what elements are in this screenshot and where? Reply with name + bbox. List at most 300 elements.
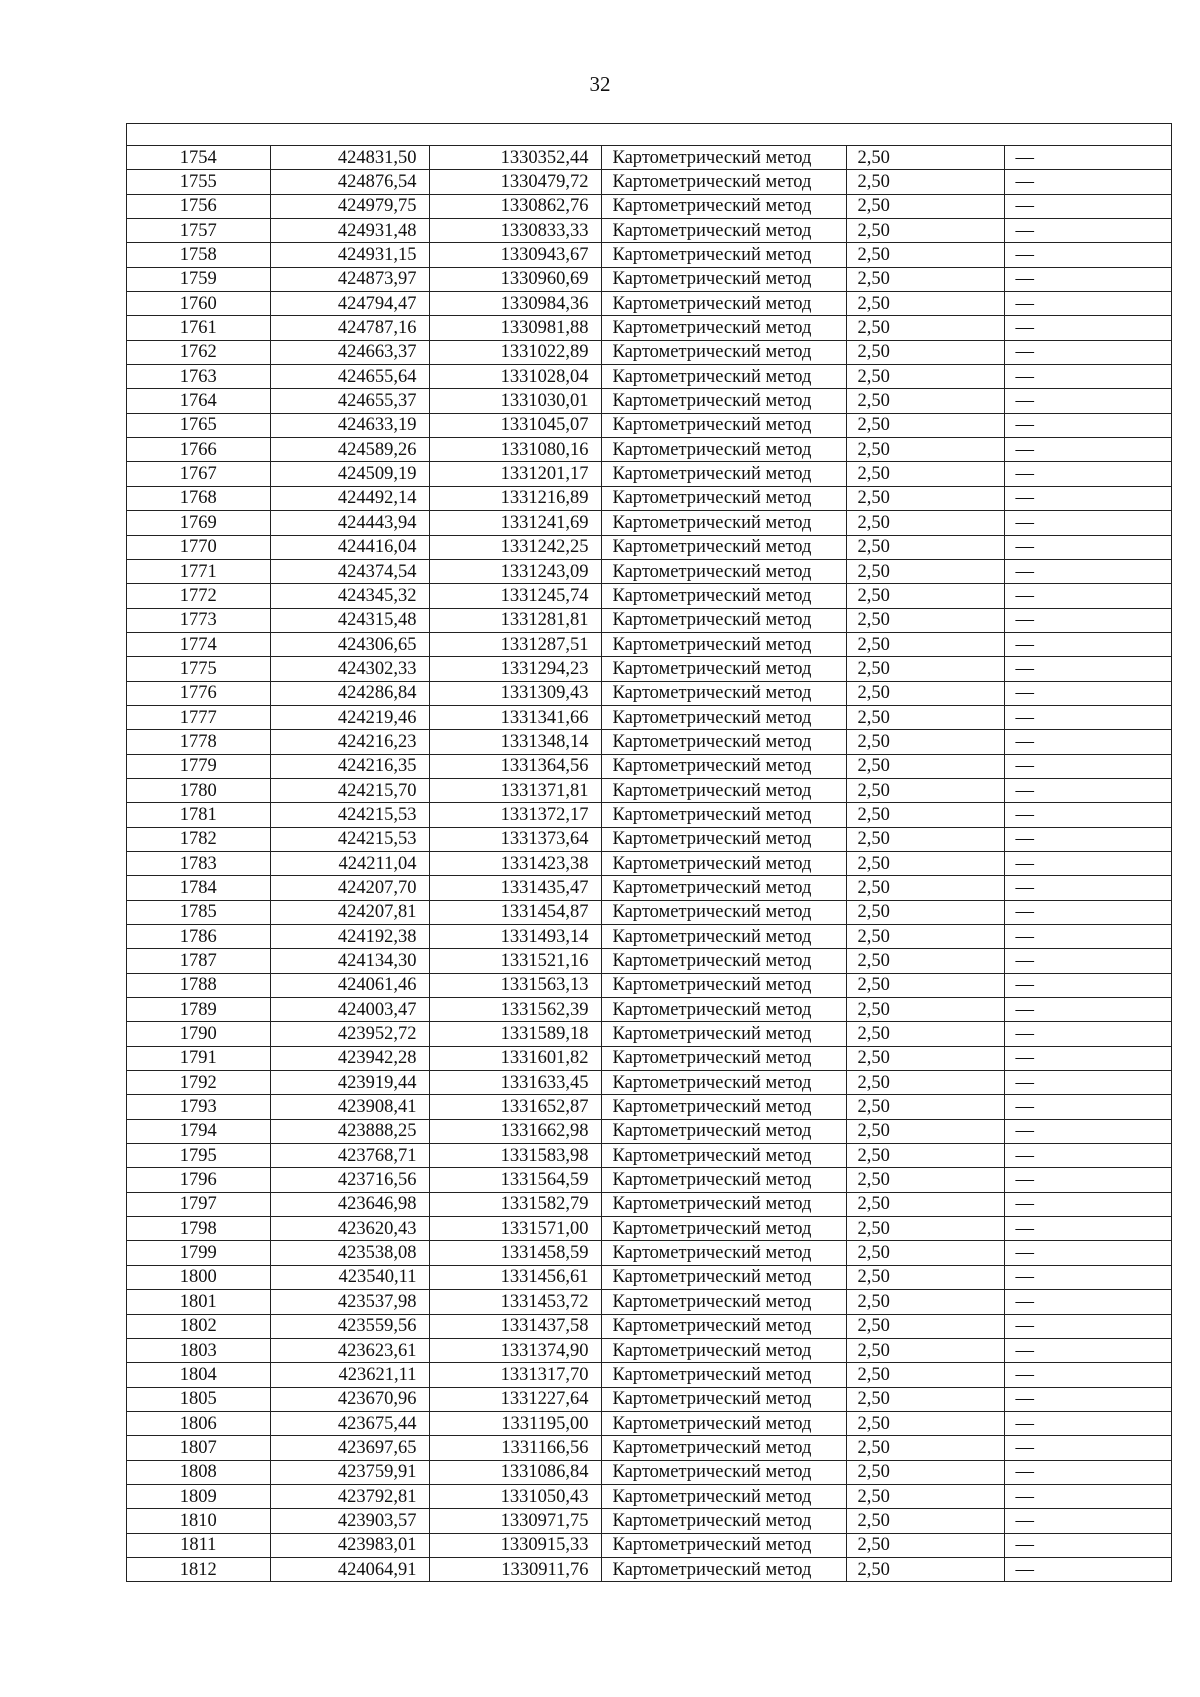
- y-coordinate-cell: 1331582,79: [429, 1192, 601, 1216]
- x-coordinate-cell: 424207,70: [270, 876, 429, 900]
- note-cell: —: [1004, 243, 1171, 267]
- x-coordinate-cell: 424003,47: [270, 998, 429, 1022]
- method-cell: Картометрический метод: [601, 608, 846, 632]
- table-row: [127, 876, 1171, 900]
- note-cell: —: [1004, 851, 1171, 875]
- x-coordinate-cell: 423716,56: [270, 1168, 429, 1192]
- y-coordinate-cell: 1331287,51: [429, 632, 601, 656]
- point-number-cell: 1759: [127, 267, 270, 291]
- accuracy-cell: 2,50: [846, 657, 1004, 681]
- y-coordinate-cell: 1330960,69: [429, 267, 601, 291]
- y-coordinate-cell: 1331309,43: [429, 681, 601, 705]
- point-number-cell: 1777: [127, 705, 270, 729]
- table-row: [127, 1119, 1171, 1143]
- point-number-cell: 1768: [127, 486, 270, 510]
- table-row: [127, 1338, 1171, 1362]
- x-coordinate-cell: 423888,25: [270, 1119, 429, 1143]
- y-coordinate-cell: 1331080,16: [429, 438, 601, 462]
- point-number-cell: 1786: [127, 925, 270, 949]
- x-coordinate-cell: 423540,11: [270, 1265, 429, 1289]
- y-coordinate-cell: 1331589,18: [429, 1022, 601, 1046]
- note-cell: —: [1015, 1559, 1034, 1580]
- x-coordinate-cell: 424873,97: [270, 267, 429, 291]
- table-row: [127, 1533, 1171, 1557]
- table-row: [127, 949, 1171, 973]
- method-cell: Картометрический метод: [601, 1338, 846, 1362]
- x-coordinate-cell: 423537,98: [270, 1290, 429, 1314]
- table-row: [127, 608, 1171, 632]
- y-coordinate-cell: 1331372,17: [429, 803, 601, 827]
- note-cell: —: [1004, 949, 1171, 973]
- note-cell: —: [1004, 754, 1171, 778]
- point-number-cell: 1811: [127, 1533, 270, 1557]
- y-coordinate-cell: 1331227,64: [429, 1387, 601, 1411]
- method-cell: Картометрический метод: [601, 1241, 846, 1265]
- table-row: [127, 1290, 1171, 1314]
- point-number-cell: 1764: [127, 389, 270, 413]
- x-coordinate-cell: 424211,04: [270, 851, 429, 875]
- method-cell: Картометрический метод: [601, 1290, 846, 1314]
- x-coordinate-cell: 424061,46: [270, 973, 429, 997]
- y-coordinate-cell: 1331563,13: [429, 973, 601, 997]
- accuracy-cell: 2,50: [846, 632, 1004, 656]
- method-cell: Картометрический метод: [601, 632, 846, 656]
- accuracy-cell: 2,50: [846, 438, 1004, 462]
- y-coordinate-cell: 1330911,76: [429, 1557, 601, 1581]
- accuracy-cell: 2,50: [846, 608, 1004, 632]
- point-number-cell: 1761: [127, 316, 270, 340]
- accuracy-cell: 2,50: [846, 1436, 1004, 1460]
- table-row: [127, 1509, 1171, 1533]
- y-coordinate-cell: 1331030,01: [429, 389, 601, 413]
- table-row: [127, 511, 1171, 535]
- x-coordinate-cell: 423759,91: [270, 1460, 429, 1484]
- table-row: [127, 170, 1171, 194]
- x-coordinate-cell: 424345,32: [270, 584, 429, 608]
- accuracy-cell: 2,50: [846, 292, 1004, 316]
- table-row: [127, 1484, 1171, 1508]
- accuracy-cell: 2,50: [846, 1460, 1004, 1484]
- y-coordinate-cell: 1331456,61: [429, 1265, 601, 1289]
- table-row: [127, 778, 1171, 802]
- accuracy-cell: 2,50: [846, 1484, 1004, 1508]
- note-cell: —: [1004, 1241, 1171, 1265]
- accuracy-cell: 2,50: [846, 219, 1004, 243]
- note-cell: —: [1004, 1144, 1171, 1168]
- table-row: [127, 535, 1171, 559]
- accuracy-cell: 2,50: [846, 1046, 1004, 1070]
- x-coordinate-cell: 424306,65: [270, 632, 429, 656]
- method-cell: Картометрический метод: [601, 1411, 846, 1435]
- table-row: [127, 1314, 1171, 1338]
- y-coordinate-cell: 1330971,75: [429, 1509, 601, 1533]
- point-number-cell: 1792: [127, 1071, 270, 1095]
- point-number-cell: 1783: [127, 851, 270, 875]
- note-cell: —: [1004, 1192, 1171, 1216]
- note-cell: —: [1004, 1314, 1171, 1338]
- method-cell: Картометрический метод: [601, 486, 846, 510]
- table-row: [127, 803, 1171, 827]
- note-cell: —: [1004, 827, 1171, 851]
- method-cell: Картометрический метод: [601, 925, 846, 949]
- x-coordinate-cell: 424215,70: [270, 778, 429, 802]
- point-number-cell: 1787: [127, 949, 270, 973]
- accuracy-cell: 2,50: [846, 170, 1004, 194]
- table-row: [127, 243, 1171, 267]
- point-number-cell: 1758: [127, 243, 270, 267]
- accuracy-cell: 2,50: [846, 1509, 1004, 1533]
- accuracy-cell: 2,50: [846, 584, 1004, 608]
- accuracy-cell: 2,50: [846, 925, 1004, 949]
- table-row: [127, 584, 1171, 608]
- table-row: [127, 194, 1171, 218]
- point-number-cell: 1791: [127, 1046, 270, 1070]
- x-coordinate-cell: 424443,94: [270, 511, 429, 535]
- table-row: [127, 1022, 1171, 1046]
- accuracy-cell: 2,50: [846, 1192, 1004, 1216]
- x-coordinate-cell: 423675,44: [270, 1411, 429, 1435]
- accuracy-cell: 2,50: [846, 1265, 1004, 1289]
- x-coordinate-cell: 424931,15: [270, 243, 429, 267]
- accuracy-cell: 2,50: [846, 730, 1004, 754]
- table-row: [127, 827, 1171, 851]
- note-cell: —: [1004, 389, 1171, 413]
- table-header-strip: [127, 124, 1171, 146]
- table-row: [127, 925, 1171, 949]
- x-coordinate-cell: 423697,65: [270, 1436, 429, 1460]
- note-cell: —: [1004, 1363, 1171, 1387]
- coordinates-table: [126, 123, 1172, 1582]
- x-coordinate-cell: 424134,30: [270, 949, 429, 973]
- note-cell: —: [1004, 705, 1171, 729]
- method-cell: Картометрический метод: [601, 1144, 846, 1168]
- table-row: [127, 1168, 1171, 1192]
- method-cell: Картометрический метод: [601, 1071, 846, 1095]
- y-coordinate-cell: 1331601,82: [429, 1046, 601, 1070]
- method-cell: Картометрический метод: [601, 900, 846, 924]
- table-row: [127, 705, 1171, 729]
- note-cell: —: [1004, 1046, 1171, 1070]
- x-coordinate-cell: 424663,37: [270, 340, 429, 364]
- table-row: [127, 1363, 1171, 1387]
- point-number-cell: 1770: [127, 535, 270, 559]
- method-cell: Картометрический метод: [601, 194, 846, 218]
- accuracy-cell: 2,50: [846, 778, 1004, 802]
- x-coordinate-cell: 424876,54: [270, 170, 429, 194]
- note-cell: —: [1004, 486, 1171, 510]
- point-number-cell: 1805: [127, 1387, 270, 1411]
- accuracy-cell: 2,50: [846, 1533, 1004, 1557]
- note-cell: —: [1004, 657, 1171, 681]
- x-coordinate-cell: 424831,50: [270, 146, 429, 170]
- method-cell: Картометрический метод: [601, 827, 846, 851]
- note-cell: —: [1004, 998, 1171, 1022]
- x-coordinate-cell: 424589,26: [270, 438, 429, 462]
- y-coordinate-cell: 1331633,45: [429, 1071, 601, 1095]
- note-cell: —: [1004, 876, 1171, 900]
- table-row: [127, 559, 1171, 583]
- note-cell: —: [1004, 146, 1171, 170]
- y-coordinate-cell: 1331201,17: [429, 462, 601, 486]
- x-coordinate-cell: 424787,16: [270, 316, 429, 340]
- method-cell: Картометрический метод: [601, 973, 846, 997]
- table-row: [127, 1436, 1171, 1460]
- table-row: [127, 1411, 1171, 1435]
- method-cell: Картометрический метод: [601, 1265, 846, 1289]
- point-number-cell: 1793: [127, 1095, 270, 1119]
- y-coordinate-cell: 1331458,59: [429, 1241, 601, 1265]
- method-cell: Картометрический метод: [601, 1533, 846, 1557]
- note-cell: —: [1004, 1436, 1171, 1460]
- point-number-cell: 1812: [127, 1557, 270, 1581]
- accuracy-cell: 2,50: [846, 511, 1004, 535]
- note-cell: —: [1004, 170, 1171, 194]
- y-coordinate-cell: 1331521,16: [429, 949, 601, 973]
- y-coordinate-cell: 1331195,00: [429, 1411, 601, 1435]
- table-row: [127, 462, 1171, 486]
- table-row: [127, 1241, 1171, 1265]
- method-cell: Картометрический метод: [601, 1387, 846, 1411]
- point-number-cell: 1780: [127, 778, 270, 802]
- accuracy-cell: 2,50: [846, 1022, 1004, 1046]
- note-cell: —: [1004, 1460, 1171, 1484]
- method-cell: Картометрический метод: [601, 462, 846, 486]
- accuracy-cell: 2,50: [846, 267, 1004, 291]
- y-coordinate-cell: 1331022,89: [429, 340, 601, 364]
- accuracy-cell: 2,50: [846, 949, 1004, 973]
- method-cell: Картометрический метод: [601, 1046, 846, 1070]
- note-cell: —: [1004, 511, 1171, 535]
- accuracy-cell: 2,50: [846, 389, 1004, 413]
- note-cell: —: [1004, 608, 1171, 632]
- y-coordinate-cell: 1331281,81: [429, 608, 601, 632]
- accuracy-cell: 2,50: [846, 754, 1004, 778]
- accuracy-cell: 2,50: [846, 1411, 1004, 1435]
- note-cell: —: [1004, 900, 1171, 924]
- table-row: [127, 219, 1171, 243]
- point-number-cell: 1789: [127, 998, 270, 1022]
- accuracy-cell: 2,50: [846, 876, 1004, 900]
- point-number-cell: 1776: [127, 681, 270, 705]
- accuracy-cell: 2,50: [846, 365, 1004, 389]
- note-cell: —: [1004, 1265, 1171, 1289]
- note-cell: —: [1004, 925, 1171, 949]
- table-row: [127, 413, 1171, 437]
- table-row: [127, 632, 1171, 656]
- y-coordinate-cell: 1331317,70: [429, 1363, 601, 1387]
- method-cell: Картометрический метод: [601, 1484, 846, 1508]
- table-row: [127, 998, 1171, 1022]
- point-number-cell: 1801: [127, 1290, 270, 1314]
- point-number-cell: 1799: [127, 1241, 270, 1265]
- accuracy-cell: 2,50: [846, 559, 1004, 583]
- accuracy-cell: 2,50: [846, 535, 1004, 559]
- y-coordinate-cell: 1331437,58: [429, 1314, 601, 1338]
- table-row: [127, 1071, 1171, 1095]
- point-number-cell: 1809: [127, 1484, 270, 1508]
- accuracy-cell: 2,50: [846, 243, 1004, 267]
- y-coordinate-cell: 1330352,44: [429, 146, 601, 170]
- table-row: [127, 365, 1171, 389]
- method-cell: Картометрический метод: [601, 949, 846, 973]
- table-row: [127, 900, 1171, 924]
- note-cell: —: [1004, 1411, 1171, 1435]
- point-number-cell: 1807: [127, 1436, 270, 1460]
- accuracy-cell: 2,50: [846, 194, 1004, 218]
- table-row: [127, 1387, 1171, 1411]
- method-cell: Картометрический метод: [601, 754, 846, 778]
- y-coordinate-cell: 1331662,98: [429, 1119, 601, 1143]
- accuracy-cell: 2,50: [846, 1071, 1004, 1095]
- method-cell: Картометрический метод: [601, 365, 846, 389]
- point-number-cell: 1782: [127, 827, 270, 851]
- note-cell: —: [1004, 584, 1171, 608]
- x-coordinate-cell: 424509,19: [270, 462, 429, 486]
- note-cell: —: [1004, 973, 1171, 997]
- point-number-cell: 1785: [127, 900, 270, 924]
- point-number-cell: 1757: [127, 219, 270, 243]
- table-row: [127, 340, 1171, 364]
- x-coordinate-cell: 424302,33: [270, 657, 429, 681]
- accuracy-cell: 2,50: [846, 998, 1004, 1022]
- point-number-cell: 1763: [127, 365, 270, 389]
- y-coordinate-cell: 1331245,74: [429, 584, 601, 608]
- point-number-cell: 1774: [127, 632, 270, 656]
- table-row: [127, 486, 1171, 510]
- note-cell: —: [1004, 292, 1171, 316]
- x-coordinate-cell: 424216,23: [270, 730, 429, 754]
- accuracy-cell: 2,50: [846, 803, 1004, 827]
- table-row: [127, 1144, 1171, 1168]
- y-coordinate-cell: 1330915,33: [429, 1533, 601, 1557]
- method-cell: Картометрический метод: [601, 292, 846, 316]
- point-number-cell: 1806: [127, 1411, 270, 1435]
- method-cell: Картометрический метод: [601, 1192, 846, 1216]
- point-number-cell: 1766: [127, 438, 270, 462]
- x-coordinate-cell: 424219,46: [270, 705, 429, 729]
- point-number-cell: 1778: [127, 730, 270, 754]
- y-coordinate-cell: 1331371,81: [429, 778, 601, 802]
- method-cell: Картометрический метод: [601, 657, 846, 681]
- accuracy-cell: 2,50: [846, 1119, 1004, 1143]
- method-cell: Картометрический метод: [601, 584, 846, 608]
- accuracy-cell: 2,50: [846, 486, 1004, 510]
- accuracy-cell: 2,50: [846, 1290, 1004, 1314]
- point-number-cell: 1779: [127, 754, 270, 778]
- x-coordinate-cell: 424315,48: [270, 608, 429, 632]
- method-cell: Картометрический метод: [601, 1509, 846, 1533]
- point-number-cell: 1769: [127, 511, 270, 535]
- accuracy-cell: 2,50: [846, 1095, 1004, 1119]
- x-coordinate-cell: 423983,01: [270, 1533, 429, 1557]
- point-number-cell: 1797: [127, 1192, 270, 1216]
- accuracy-cell: 2,50: [846, 681, 1004, 705]
- accuracy-cell: 2,50: [846, 705, 1004, 729]
- method-cell: Картометрический метод: [601, 851, 846, 875]
- method-cell: Картометрический метод: [601, 705, 846, 729]
- table-row: [127, 1557, 1171, 1581]
- x-coordinate-cell: 424374,54: [270, 559, 429, 583]
- accuracy-cell: 2,50: [846, 973, 1004, 997]
- point-number-cell: 1773: [127, 608, 270, 632]
- x-coordinate-cell: 424064,91: [270, 1557, 429, 1581]
- x-coordinate-cell: 424794,47: [270, 292, 429, 316]
- x-coordinate-cell: 424286,84: [270, 681, 429, 705]
- accuracy-cell: 2,50: [846, 1144, 1004, 1168]
- point-number-cell: 1796: [127, 1168, 270, 1192]
- table-row: [127, 292, 1171, 316]
- x-coordinate-cell: 424215,53: [270, 827, 429, 851]
- x-coordinate-cell: 424931,48: [270, 219, 429, 243]
- note-cell: —: [1004, 438, 1171, 462]
- accuracy-cell: 2,50: [846, 340, 1004, 364]
- x-coordinate-cell: 424979,75: [270, 194, 429, 218]
- y-coordinate-cell: 1331341,66: [429, 705, 601, 729]
- note-cell: —: [1004, 803, 1171, 827]
- y-coordinate-cell: 1331435,47: [429, 876, 601, 900]
- y-coordinate-cell: 1331294,23: [429, 657, 601, 681]
- y-coordinate-cell: 1331562,39: [429, 998, 601, 1022]
- method-cell: Картометрический метод: [601, 316, 846, 340]
- y-coordinate-cell: 1331050,43: [429, 1484, 601, 1508]
- method-cell: Картометрический метод: [601, 1119, 846, 1143]
- note-cell: —: [1004, 1071, 1171, 1095]
- y-coordinate-cell: 1331564,59: [429, 1168, 601, 1192]
- page-number: 32: [589, 72, 611, 96]
- note-cell: —: [1004, 365, 1171, 389]
- method-cell: Картометрический метод: [601, 511, 846, 535]
- table-row: [127, 730, 1171, 754]
- point-number-cell: 1803: [127, 1338, 270, 1362]
- table-row: [127, 1265, 1171, 1289]
- accuracy-cell: 2,50: [846, 1387, 1004, 1411]
- method-cell: Картометрический метод: [601, 876, 846, 900]
- y-coordinate-cell: 1330981,88: [429, 316, 601, 340]
- y-coordinate-cell: 1330984,36: [429, 292, 601, 316]
- x-coordinate-cell: 424216,35: [270, 754, 429, 778]
- note-cell: —: [1004, 1338, 1171, 1362]
- coordinates-table-body: [127, 146, 1171, 1581]
- y-coordinate-cell: 1331242,25: [429, 535, 601, 559]
- x-coordinate-cell: 423623,61: [270, 1338, 429, 1362]
- point-number-cell: 1754: [127, 146, 270, 170]
- y-coordinate-cell: 1331454,87: [429, 900, 601, 924]
- table-row: [127, 851, 1171, 875]
- x-coordinate-cell: 423942,28: [270, 1046, 429, 1070]
- note-cell: —: [1004, 559, 1171, 583]
- method-cell: Картометрический метод: [601, 1168, 846, 1192]
- table-row: [127, 1095, 1171, 1119]
- point-number-cell: 1755: [127, 170, 270, 194]
- x-coordinate-cell: 423621,11: [270, 1363, 429, 1387]
- y-coordinate-cell: 1331045,07: [429, 413, 601, 437]
- y-coordinate-cell: 1330833,33: [429, 219, 601, 243]
- table-row: [127, 657, 1171, 681]
- y-coordinate-cell: 1331364,56: [429, 754, 601, 778]
- point-number-cell: 1802: [127, 1314, 270, 1338]
- method-cell: Картометрический метод: [601, 1095, 846, 1119]
- method-cell: Картометрический метод: [601, 559, 846, 583]
- table-row: [127, 1460, 1171, 1484]
- point-number-cell: 1767: [127, 462, 270, 486]
- method-cell: Картометрический метод: [601, 413, 846, 437]
- accuracy-cell: 2,50: [846, 1314, 1004, 1338]
- note-cell: —: [1004, 1509, 1171, 1533]
- note-cell: —: [1004, 1387, 1171, 1411]
- table-row: [127, 146, 1171, 170]
- accuracy-cell: 2,50: [846, 462, 1004, 486]
- method-cell: Картометрический метод: [601, 243, 846, 267]
